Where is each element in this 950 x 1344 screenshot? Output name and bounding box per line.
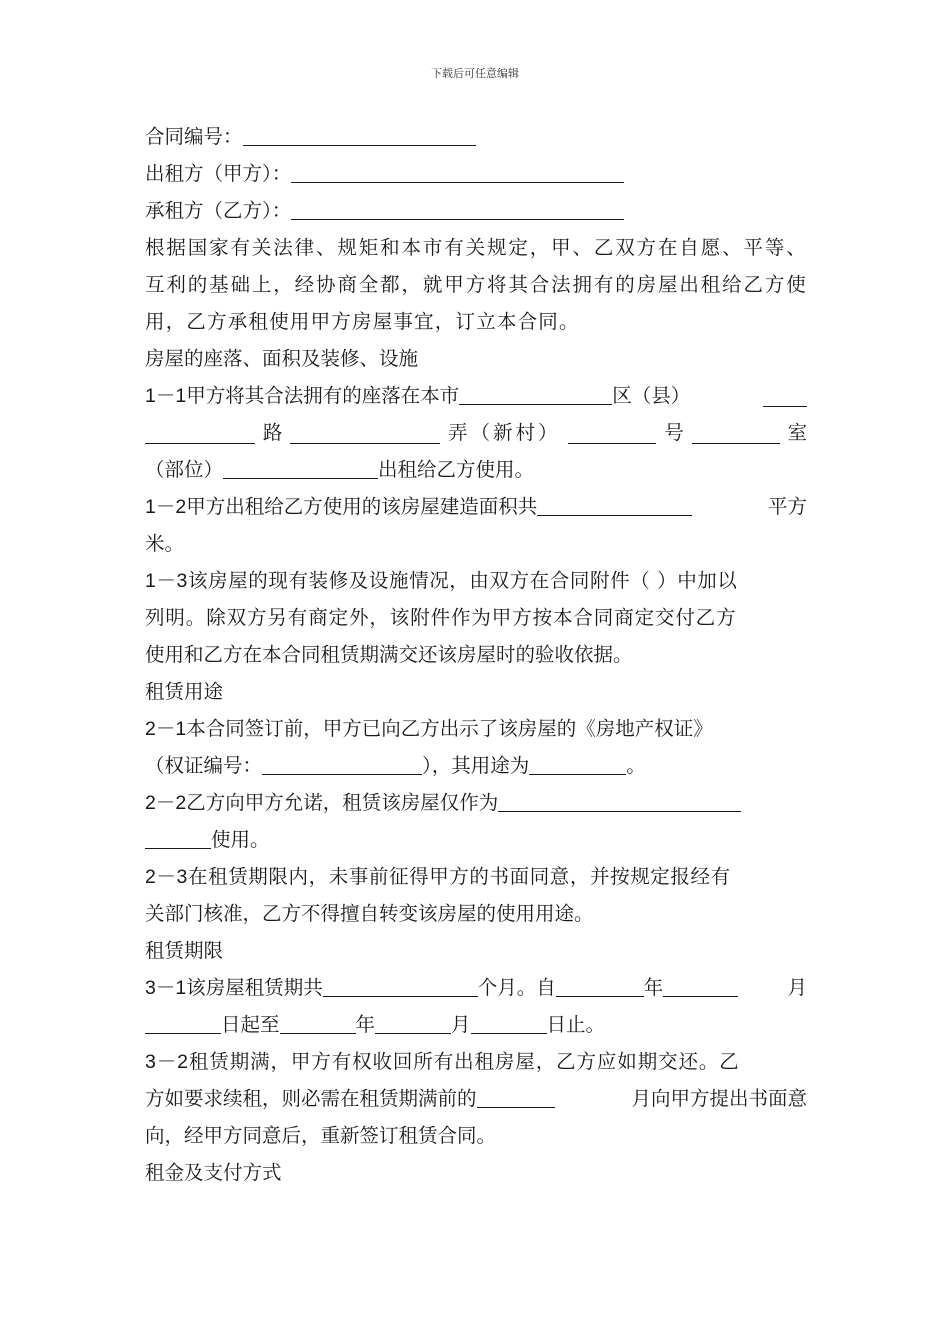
- contract-body: [145, 118, 807, 1191]
- clause-1-1-line2: [145, 414, 807, 451]
- intro-paragraph: [145, 229, 807, 340]
- clause-1-1-line1: [145, 377, 807, 414]
- months-blank[interactable]: [323, 974, 478, 997]
- clause-1-2-line1: [145, 488, 807, 525]
- clause-3-1-num: 3－1: [145, 977, 187, 999]
- clause-2-1-num: 2－1: [145, 718, 187, 740]
- section-title-4: 租金及支付方式: [145, 1161, 282, 1184]
- clause-1-1-text-b: 区（县）: [612, 384, 691, 407]
- clause-1-1-text-h: 出租给乙方使用。: [378, 458, 535, 481]
- clause-3-1-text-f: 年: [355, 1013, 376, 1036]
- clause-1-3-num: 1－3: [145, 570, 188, 592]
- clause-1-2-line2: 米。: [145, 532, 185, 555]
- clause-3-2-line2: [145, 1080, 807, 1117]
- clause-3-1-text-a: 该房屋租赁期共: [186, 976, 323, 999]
- section-title-1: 房屋的座落、面积及装修、设施: [145, 347, 419, 370]
- district-blank[interactable]: [459, 382, 612, 405]
- contract-no-blank[interactable]: [243, 123, 476, 146]
- clause-3-2-text-b: 方如要求续租，则必需在租赁期满前的: [145, 1087, 477, 1110]
- district-blank-cont[interactable]: [763, 384, 807, 407]
- clause-2-3-line1: [145, 858, 807, 895]
- contract-no-line: [145, 118, 807, 155]
- end-year-blank[interactable]: [280, 1011, 356, 1034]
- clause-2-2-text-b: 使用。: [211, 828, 270, 851]
- clause-1-2-num: 1－2: [145, 496, 187, 518]
- clause-2-1-text-b: （权证编号：: [145, 754, 263, 777]
- clause-2-2-line1: [145, 784, 807, 821]
- lessor-blank[interactable]: [291, 160, 624, 183]
- clause-1-3-line3: 使用和乙方在本合同租赁期满交还该房屋时的验收依据。: [145, 643, 633, 666]
- clause-1-1-line3: [145, 451, 807, 488]
- clause-3-1-line2: [145, 1006, 807, 1043]
- clause-1-3-text-a: 该房屋的现有装修及设施情况，由双方在合同附件（ ）中加以: [188, 569, 738, 592]
- clause-3-1-line1: [145, 969, 807, 1006]
- clause-3-1-text-c: 年: [643, 976, 664, 999]
- clause-3-2-line3: 向，经甲方同意后，重新签订租赁合同。: [145, 1124, 497, 1147]
- clause-1-1-text-c: 路: [262, 421, 283, 444]
- clause-3-2-num: 3－2: [145, 1051, 189, 1073]
- usage-blank-cont[interactable]: [145, 826, 211, 849]
- clause-3-2-line1: [145, 1043, 807, 1080]
- clause-2-3-num: 2－3: [145, 866, 188, 888]
- clause-1-1-text-d: 弄（新村）: [448, 421, 561, 444]
- end-month-blank[interactable]: [375, 1011, 451, 1034]
- clause-2-2-text-a: 乙方向甲方允诺，租赁该房屋仅作为: [186, 791, 499, 814]
- start-year-blank[interactable]: [556, 974, 644, 997]
- clause-1-1-text-e: 号: [664, 421, 684, 444]
- number-blank[interactable]: [692, 421, 780, 444]
- section-title-3: 租赁期限: [145, 939, 224, 962]
- clause-1-1-text-a: 甲方将其合法拥有的座落在本市: [186, 384, 460, 407]
- clause-1-3-line2: 列明。除双方另有商定外，该附件作为甲方按本合同商定交付乙方: [145, 606, 737, 629]
- contract-no-label: 合同编号：: [145, 125, 243, 148]
- start-day-blank[interactable]: [145, 1011, 221, 1034]
- clause-2-1-line2: [145, 747, 807, 784]
- clause-2-1-text-a: 本合同签订前，甲方已向乙方出示了该房屋的《房地产权证》: [186, 717, 713, 740]
- page-header: 下载后可任意编辑: [431, 67, 519, 80]
- road-prefix-blank[interactable]: [145, 421, 255, 444]
- location-blank[interactable]: [223, 456, 378, 479]
- clause-3-1-text-e: 日起至: [221, 1013, 280, 1036]
- clause-3-2-text-c: 月向甲方提出书面意: [631, 1087, 807, 1110]
- clause-1-2-text-b: 平方: [767, 495, 807, 518]
- clause-1-1-num: 1－1: [145, 385, 187, 407]
- start-month-blank[interactable]: [663, 974, 738, 997]
- clause-2-3-line2: 关部门核准，乙方不得擅自转变该房屋的使用用途。: [145, 902, 594, 925]
- lessee-line: [145, 192, 807, 229]
- lessor-label: 出租方（甲方）：: [145, 162, 292, 185]
- certificate-no-blank[interactable]: [262, 752, 422, 775]
- usage-blank[interactable]: [498, 789, 741, 812]
- clause-2-1-text-d: 。: [626, 754, 646, 777]
- clause-1-1-text-f: 室: [787, 421, 807, 444]
- intro-text: 根据国家有关法律、规矩和本市有关规定，甲、乙双方在自愿、平等、互利的基础上，经协商全都，就甲方将其合法拥有的房屋出租给乙方使用，乙方承租使用甲方房屋事宜，订立本合同。: [145, 236, 807, 333]
- clause-2-1-line1: [145, 710, 807, 747]
- clause-1-2-text-a: 甲方出租给乙方使用的该房屋建造面积共: [186, 495, 538, 518]
- clause-3-2-text-a: 租赁期满，甲方有权收回所有出租房屋，乙方应如期交还。乙: [188, 1050, 740, 1073]
- lessee-label: 承租方（乙方）：: [145, 199, 292, 222]
- lessee-blank[interactable]: [291, 197, 624, 220]
- clause-2-3-text-a: 在租赁期限内，未事前征得甲方的书面同意，并按规定报经有: [188, 865, 731, 888]
- clause-3-1-text-h: 日止。: [546, 1013, 606, 1036]
- clause-3-1-text-g: 月: [451, 1013, 471, 1036]
- clause-2-1-text-c: ），其用途为: [422, 754, 530, 777]
- clause-2-2-num: 2－2: [145, 792, 187, 814]
- area-blank[interactable]: [537, 493, 692, 516]
- renewal-months-blank[interactable]: [477, 1085, 555, 1108]
- clause-1-3-line1: [145, 562, 807, 599]
- clause-2-2-line2: [145, 821, 807, 858]
- lessor-line: [145, 155, 807, 192]
- end-day-blank[interactable]: [471, 1011, 547, 1034]
- clause-1-1-text-g: （部位）: [145, 458, 224, 481]
- purpose-blank[interactable]: [529, 752, 626, 775]
- lane-blank[interactable]: [568, 421, 656, 444]
- clause-3-1-text-b: 个月。自: [477, 976, 556, 999]
- road-blank[interactable]: [290, 421, 440, 444]
- clause-3-1-text-d: 月: [787, 976, 807, 999]
- section-title-2: 租赁用途: [145, 680, 224, 703]
